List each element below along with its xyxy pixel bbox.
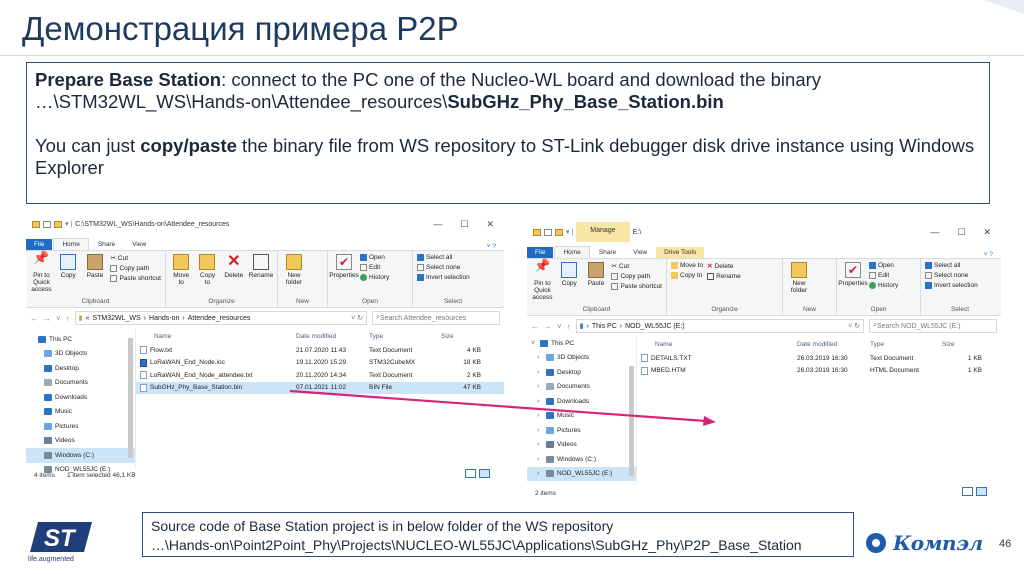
lead-rest: : connect to the PC one of the Nucleo-WL board and download the binary [221,69,822,90]
up-icon[interactable]: ↑ [65,313,70,323]
p2-bold: copy/paste [140,135,237,156]
col-date[interactable]: Date modified [296,332,337,340]
new-folder-button[interactable]: New folder [787,262,811,294]
p2-b: the binary file from WS repository to ST-Link debugger disk drive instance using Windows Explorer [35,135,975,178]
new-folder-button[interactable]: New folder [282,254,306,286]
properties-icon: ✔ [336,254,352,270]
source-code-box [142,512,854,557]
status-items: 2 items [535,489,556,497]
maximize-icon[interactable]: ☐ [460,218,469,229]
slide-title: Демонстрация примера P2P [22,10,459,47]
properties-button[interactable]: ✔ Properties [838,263,868,287]
select-all-button[interactable]: Select all [417,254,489,261]
svg-text:ST: ST [44,525,75,552]
crumb-1[interactable]: STM32WL_WS [92,314,141,322]
select-none-button[interactable]: Select none [925,272,995,279]
tab-file[interactable]: File [527,247,553,258]
nav-item-pictures[interactable]: Pictures [26,419,135,434]
computer-icon: ▮ [579,323,584,330]
source-line-1: Source code of Base Station project is in below folder of the WS repository [151,518,614,534]
nav-item-videos[interactable]: Videos [26,434,135,449]
file-row[interactable]: LoRaWAN_End_Node.ioc 19.11.2020 15:29 STM32CubeMX 18 KB [136,357,504,370]
lead-bold: Prepare Base Station [35,69,222,90]
new-label: New [802,306,816,313]
nav-item-desktop[interactable]: Desktop [26,361,135,376]
nav-item-nod-drive[interactable]: › NOD_WL55JC (E:) [527,467,636,482]
search-input[interactable]: ⌕ Search Attendee_resources [372,311,500,325]
minimize-icon[interactable]: — [433,218,443,229]
copy-to-button[interactable]: Copy to [196,254,218,286]
nav-item-3d-objects[interactable]: 3D Objects [26,347,135,362]
tab-home[interactable]: Home [554,246,589,258]
invert-selection-button[interactable]: Invert selection [925,282,995,289]
organize-label: Organize [711,306,738,313]
back-icon[interactable]: ← [30,313,38,323]
status-items: 4 items [34,471,55,479]
source-line-2: …\Hands-on\Point2Point_Phy\Projects\NUCLEO-WL55JC\Applications\SubGHz_Phy\P2P_Base_Station [151,537,802,553]
tab-share[interactable]: Share [598,249,617,256]
crumb-3[interactable]: Attendee_resources [187,314,251,322]
crumb-1[interactable]: This PC [591,322,617,330]
qa-dropdown-icon[interactable]: ▾ | [566,229,574,236]
st-logo-mark [28,520,94,554]
refresh-icon[interactable]: ˅ ↻ [351,315,363,322]
pin-icon: 📌 [534,258,551,273]
kompel-wordmark: Компэл [893,531,983,555]
select-none-button[interactable]: Select none [417,264,489,271]
forward-icon[interactable]: → [544,321,552,331]
paste-shortcut-button[interactable]: Paste shortcut [110,275,161,282]
open-label: Open [362,298,378,305]
folder-icon: ▮ [78,315,83,322]
nav-item-windows-c[interactable]: › Windows (C:) [537,455,597,463]
pin-icon: 📌 [33,250,50,265]
forward-icon[interactable]: → [43,313,51,323]
open-button[interactable]: Open [869,262,898,269]
kompel-logo-mark [863,531,889,555]
nav-item-music[interactable]: Music [26,405,135,420]
pin-quick-access-button[interactable]: 📌 Pin to Quick access [31,250,52,293]
copy-button[interactable]: Copy [57,254,80,279]
organize-label: Organize [208,298,235,305]
history-button[interactable]: History [360,274,389,281]
nav-item-videos[interactable]: › Videos [537,441,577,449]
col-type[interactable]: Type [870,340,885,348]
qa-dropdown-icon[interactable]: ▾ | [65,221,73,228]
nav-item-pictures[interactable]: › Pictures [537,426,581,434]
nav-item-this-pc[interactable]: This PC [26,332,135,347]
address-bar[interactable]: ▮ « STM32WL_WS › Hands-on › Attendee_resources ˅ ↻ [75,311,367,325]
col-size[interactable]: Size [942,340,955,348]
nav-item-3d-objects[interactable]: › 3D Objects [537,354,590,362]
tab-home[interactable]: Home [53,238,88,250]
help-icon[interactable]: ˅ ? [983,251,993,258]
delete-button[interactable]: ✕ Delete [707,262,734,270]
properties-icon: ✔ [845,262,861,278]
clipboard-label: Clipboard [81,298,110,305]
recent-dropdown-icon[interactable]: ˅ [557,321,562,331]
scissors-icon: ✂ [611,263,617,270]
maximize-icon[interactable]: ☐ [957,226,966,237]
search-icon: ⌕ [873,322,877,329]
nav-item-downloads[interactable]: › Downloads [537,397,590,405]
arrow-line [290,391,706,421]
col-type[interactable]: Type [369,332,384,340]
col-name[interactable]: Name [655,340,673,348]
invert-selection-button[interactable]: Invert selection [417,274,489,281]
close-icon[interactable]: ✕ [486,218,494,229]
delete-button[interactable]: ✕ Delete [224,253,244,279]
new-label: New [295,298,309,305]
open-button[interactable]: Open [360,254,389,261]
st-logo [28,520,94,563]
window-title: E:\ [632,228,642,236]
nav-item-this-pc[interactable]: ˅ This PC [531,339,575,347]
delete-icon: ✕ [707,263,713,270]
file-row[interactable]: LoRaWAN_End_Node_attendee.txt 20.11.2020 14:34 Text Document 2 KB [136,369,504,382]
col-name[interactable]: Name [154,332,172,340]
copy-to-button[interactable]: Copy to [671,272,703,279]
address-bar[interactable]: ▮ › This PC › NOD_WL55JC (E:) ˅ ↻ [576,319,864,333]
path-file: SubGHz_Phy_Base_Station.bin [447,91,724,112]
tab-file[interactable]: File [26,239,52,250]
tab-view[interactable]: View [633,249,648,256]
clipboard-label: Clipboard [582,306,611,313]
recent-dropdown-icon[interactable]: ˅ [56,313,61,323]
kompel-logo [863,531,983,555]
edit-button[interactable]: Edit [360,264,389,271]
delete-icon: ✕ [227,253,241,270]
close-icon[interactable]: ✕ [983,226,991,237]
select-label: Select [950,306,970,313]
edit-button[interactable]: Edit [869,272,898,279]
paste-button[interactable]: Paste [585,262,608,287]
file-row[interactable]: Flow.txt 21.07.2020 11:43 Text Document 4 KB [136,344,504,357]
refresh-icon[interactable]: ˅ ↻ [848,323,860,330]
scissors-icon: ✂ [110,255,116,262]
status-selected: 1 item selected 46,1 KB [66,471,136,479]
search-icon: ⌕ [376,314,380,321]
nav-item-downloads[interactable]: Downloads [26,390,135,405]
tab-drive-tools[interactable]: Drive Tools [656,247,704,258]
arrow-head [703,416,716,426]
open-label: Open [870,306,887,313]
minimize-icon[interactable]: — [930,226,940,237]
back-icon[interactable]: ← [531,321,539,331]
history-button[interactable]: History [869,282,898,289]
nav-item-music[interactable]: › Music [537,412,574,420]
cut-button[interactable]: ✂ Cut [110,254,129,262]
p2-a: You can just [35,135,141,156]
nav-item-windows-c[interactable]: Windows (C:) [26,448,135,463]
col-size[interactable]: Size [441,332,454,340]
cut-button[interactable]: ✂ Cut [611,262,630,270]
copy-button[interactable]: Copy [558,262,581,287]
properties-button[interactable]: ✔ Properties [329,255,359,279]
tab-share[interactable]: Share [97,241,116,248]
help-icon[interactable]: ˅ ? [486,243,496,250]
page-number: 46 [999,538,1012,550]
copy-path-button[interactable]: Copy path [611,273,662,280]
file-row-selected[interactable]: SubGHz_Phy_Base_Station.bin 07.01.2021 11:02 BIN File 47 KB [136,382,504,395]
nav-item-documents[interactable]: Documents [26,376,135,391]
crumb-2[interactable]: Hands-on [149,314,180,322]
search-input[interactable]: ⌕ Search NOD_WL55JC (E:) [869,319,997,333]
col-date[interactable]: Date modified [797,340,838,348]
tab-manage[interactable]: Manage [576,222,629,242]
path-prefix: …\STM32WL_WS\Hands-on\Attendee_resources\ [35,91,448,112]
file-row[interactable]: DETAILS.TXT 26.03.2019 16:30 Text Document 1 KB [637,352,1001,365]
nav-item-nod-drive[interactable]: NOD_WL55JC (E:) [26,463,135,478]
copy-path-button[interactable]: Copy path [110,265,161,272]
crumb-2[interactable]: NOD_WL55JC (E:) [625,322,685,330]
tab-view[interactable]: View [132,241,147,248]
rename-button[interactable]: Rename [249,254,273,279]
pin-quick-access-button[interactable]: 📌 Pin to Quick access [532,258,553,301]
move-to-button[interactable]: Move to [170,254,192,286]
rename-button[interactable]: Rename [707,273,741,280]
nav-item-desktop[interactable]: › Desktop [537,368,581,376]
paste-button[interactable]: Paste [84,254,107,279]
up-icon[interactable]: ↑ [566,321,571,331]
nav-item-documents[interactable]: › Documents [537,383,590,391]
paste-shortcut-button[interactable]: Paste shortcut [611,283,662,290]
file-row[interactable]: MBED.HTM 26.03.2019 16:30 HTML Document 1 KB [637,365,1001,378]
select-all-button[interactable]: Select all [925,262,995,269]
st-tagline: life.augmented [28,556,74,563]
select-label: Select [443,298,463,305]
move-to-button[interactable]: Move to [671,262,703,269]
window-title: C:\STM32WL_WS\Hands-on\Attendee_resources [75,220,230,228]
